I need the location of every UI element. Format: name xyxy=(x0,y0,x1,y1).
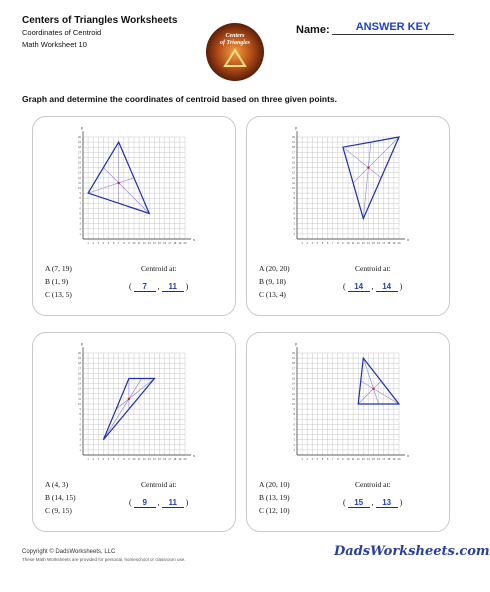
y-tick-label: 2 xyxy=(79,227,81,231)
x-tick-label: 15 xyxy=(372,458,375,461)
y-tick-label: 11 xyxy=(292,181,295,185)
problem-card xyxy=(246,116,450,316)
y-tick-label: 4 xyxy=(293,433,295,437)
x-tick-label: 3 xyxy=(97,242,100,245)
centroid-point xyxy=(118,182,120,184)
x-axis-label: x xyxy=(193,453,195,458)
x-tick-label: 1 xyxy=(301,242,303,245)
x-tick-label: 4 xyxy=(316,242,319,245)
centroid-y-answer[interactable]: 13 xyxy=(376,498,398,508)
y-tick-label: 18 xyxy=(78,362,81,366)
y-tick-label: 16 xyxy=(292,372,295,376)
x-tick-label: 7 xyxy=(331,242,334,245)
x-tick-label: 19 xyxy=(178,242,182,245)
y-tick-label: 16 xyxy=(78,156,81,160)
y-tick-label: 10 xyxy=(292,403,295,406)
y-tick-label: 5 xyxy=(79,428,81,432)
y-tick-label: 1 xyxy=(293,232,295,236)
instructions: Graph and determine the coordinates of centroid based on three given points. xyxy=(22,94,338,104)
y-tick-label: 10 xyxy=(78,403,81,406)
close-paren: ) xyxy=(399,282,403,291)
given-points xyxy=(259,478,290,517)
open-paren: ( xyxy=(343,282,346,291)
y-tick-label: 10 xyxy=(78,187,81,190)
y-tick-label: 13 xyxy=(292,387,295,391)
x-tick-label: 17 xyxy=(382,458,386,461)
centroid-y-answer[interactable]: 14 xyxy=(376,282,398,292)
y-tick-label: 6 xyxy=(293,207,295,211)
x-tick-label: 16 xyxy=(377,242,381,245)
y-tick-label: 11 xyxy=(292,397,295,401)
x-tick-label: 19 xyxy=(392,242,396,245)
comma-separator: , xyxy=(371,498,374,507)
y-tick-label: 8 xyxy=(79,197,81,201)
open-paren: ( xyxy=(343,498,346,507)
y-tick-label: 16 xyxy=(78,372,81,376)
point-label: A (7, 19) xyxy=(45,264,72,273)
point-label: A (20, 10) xyxy=(259,480,290,489)
x-tick-label: 4 xyxy=(102,458,105,461)
x-tick-label: 13 xyxy=(147,242,151,245)
x-tick-label: 11 xyxy=(137,458,141,461)
y-tick-label: 12 xyxy=(292,176,295,180)
centroid-answer xyxy=(343,282,402,292)
x-tick-label: 15 xyxy=(158,242,161,245)
x-tick-label: 18 xyxy=(387,458,391,461)
y-tick-label: 6 xyxy=(79,423,81,427)
problem-card xyxy=(246,332,450,532)
y-tick-label: 8 xyxy=(293,197,295,201)
brand-logo: DadsWorksheets.com xyxy=(334,544,490,559)
x-tick-label: 18 xyxy=(173,242,177,245)
x-tick-label: 1 xyxy=(87,458,89,461)
centroid-point xyxy=(367,166,369,168)
y-tick-label: 8 xyxy=(79,413,81,417)
x-tick-label: 5 xyxy=(321,458,324,461)
y-tick-label: 2 xyxy=(79,443,81,447)
point-label: B (14, 15) xyxy=(45,493,76,502)
logo-line2: of Triangles xyxy=(220,40,250,46)
x-tick-label: 16 xyxy=(163,458,167,461)
y-tick-label: 13 xyxy=(78,171,81,175)
y-tick-label: 15 xyxy=(78,377,81,381)
x-tick-label: 4 xyxy=(316,458,319,461)
point-label: A (4, 3) xyxy=(45,480,69,489)
x-tick-label: 14 xyxy=(152,458,156,461)
x-tick-label: 20 xyxy=(183,242,187,245)
x-tick-label: 7 xyxy=(117,458,120,461)
x-tick-label: 17 xyxy=(382,242,386,245)
x-tick-label: 19 xyxy=(392,458,396,461)
centroid-answer xyxy=(129,282,188,292)
x-tick-label: 8 xyxy=(337,458,339,461)
worksheet-number: Math Worksheet 10 xyxy=(22,40,87,49)
x-tick-label: 10 xyxy=(346,242,350,245)
y-tick-label: 14 xyxy=(292,166,295,170)
y-tick-label: 17 xyxy=(292,151,295,155)
coordinate-grid xyxy=(247,333,451,473)
x-tick-label: 4 xyxy=(102,242,105,245)
centroid-answer xyxy=(129,498,188,508)
x-tick-label: 10 xyxy=(132,242,136,245)
centroid-x-answer[interactable]: 7 xyxy=(134,282,156,292)
y-tick-label: 14 xyxy=(78,166,81,170)
open-paren: ( xyxy=(129,282,132,291)
x-tick-label: 7 xyxy=(117,242,120,245)
x-tick-label: 16 xyxy=(377,458,381,461)
x-tick-label: 6 xyxy=(326,242,329,245)
y-tick-label: 16 xyxy=(292,156,295,160)
y-tick-label: 4 xyxy=(293,217,295,221)
x-tick-label: 17 xyxy=(168,458,172,461)
x-tick-label: 2 xyxy=(306,242,308,245)
x-tick-label: 15 xyxy=(372,242,375,245)
x-tick-label: 14 xyxy=(366,458,370,461)
y-tick-label: 2 xyxy=(293,443,295,447)
centroid-point xyxy=(372,388,374,390)
x-axis-label: x xyxy=(193,237,195,242)
x-tick-label: 1 xyxy=(87,242,89,245)
x-tick-label: 7 xyxy=(331,458,334,461)
median-line xyxy=(88,178,134,193)
y-tick-label: 6 xyxy=(293,423,295,427)
x-tick-label: 20 xyxy=(183,458,187,461)
y-tick-label: 18 xyxy=(78,146,81,150)
y-tick-label: 20 xyxy=(292,136,295,139)
worksheet-subtitle: Coordinates of Centroid xyxy=(22,28,102,37)
x-tick-label: 13 xyxy=(361,458,365,461)
y-axis-label: y xyxy=(295,341,297,346)
x-tick-label: 13 xyxy=(147,458,151,461)
y-tick-label: 1 xyxy=(79,448,81,452)
copyright: Copyright © DadsWorksheets, LLC xyxy=(22,549,116,555)
comma-separator: , xyxy=(157,498,160,507)
coordinate-grid xyxy=(33,333,237,473)
y-tick-label: 9 xyxy=(293,408,295,412)
x-tick-label: 14 xyxy=(152,242,156,245)
logo xyxy=(205,22,265,82)
y-tick-label: 3 xyxy=(79,438,81,442)
y-tick-label: 4 xyxy=(79,217,81,221)
y-tick-label: 1 xyxy=(293,448,295,452)
y-tick-label: 9 xyxy=(79,192,81,196)
y-tick-label: 15 xyxy=(292,377,295,381)
coordinate-grid xyxy=(33,117,237,257)
coordinate-grid xyxy=(247,117,451,257)
centroid-label: Centroid at: xyxy=(355,264,391,273)
x-tick-label: 17 xyxy=(168,242,172,245)
footer xyxy=(22,548,186,564)
y-axis-label: y xyxy=(295,125,297,130)
point-label: A (20, 20) xyxy=(259,264,290,273)
x-tick-label: 14 xyxy=(366,242,370,245)
centroid-x-answer[interactable]: 9 xyxy=(134,498,156,508)
median-line xyxy=(363,358,378,404)
y-tick-label: 19 xyxy=(78,141,81,145)
problem-card xyxy=(32,116,236,316)
x-tick-label: 3 xyxy=(311,458,314,461)
x-tick-label: 3 xyxy=(311,242,314,245)
median-line xyxy=(361,381,399,404)
y-tick-label: 3 xyxy=(293,438,295,442)
given-points xyxy=(45,262,72,301)
y-tick-label: 5 xyxy=(79,212,81,216)
centroid-label: Centroid at: xyxy=(355,480,391,489)
y-tick-label: 4 xyxy=(79,433,81,437)
x-tick-label: 3 xyxy=(97,458,100,461)
point-label: B (1, 9) xyxy=(45,277,69,286)
y-tick-label: 18 xyxy=(292,146,295,150)
y-tick-label: 6 xyxy=(79,207,81,211)
y-tick-label: 19 xyxy=(78,357,81,361)
y-tick-label: 12 xyxy=(78,176,81,180)
y-axis-label: y xyxy=(81,125,83,130)
y-tick-label: 7 xyxy=(293,202,295,206)
y-tick-label: 9 xyxy=(293,192,295,196)
y-tick-label: 5 xyxy=(293,212,295,216)
name-label: Name: xyxy=(296,24,330,36)
x-tick-label: 8 xyxy=(123,242,125,245)
x-tick-label: 16 xyxy=(163,242,167,245)
x-tick-label: 10 xyxy=(346,458,350,461)
x-tick-label: 5 xyxy=(107,458,110,461)
x-tick-label: 2 xyxy=(92,242,94,245)
x-tick-label: 6 xyxy=(326,458,329,461)
problem-card xyxy=(32,332,236,532)
y-tick-label: 14 xyxy=(78,382,81,386)
y-tick-label: 9 xyxy=(79,408,81,412)
x-tick-label: 8 xyxy=(337,242,339,245)
x-tick-label: 18 xyxy=(173,458,177,461)
point-label: C (12, 10) xyxy=(259,506,290,515)
x-tick-label: 2 xyxy=(306,458,308,461)
x-tick-label: 12 xyxy=(142,242,146,245)
y-tick-label: 5 xyxy=(293,428,295,432)
centroid-x-answer[interactable]: 15 xyxy=(348,498,370,508)
y-tick-label: 7 xyxy=(79,418,81,422)
y-tick-label: 8 xyxy=(293,413,295,417)
close-paren: ) xyxy=(185,498,189,507)
y-tick-label: 7 xyxy=(293,418,295,422)
y-tick-label: 15 xyxy=(78,161,81,165)
y-tick-label: 12 xyxy=(292,392,295,396)
y-tick-label: 14 xyxy=(292,382,295,386)
median-line xyxy=(363,142,371,219)
x-tick-label: 1 xyxy=(301,458,303,461)
y-tick-label: 19 xyxy=(292,357,295,361)
y-tick-label: 11 xyxy=(78,181,81,185)
x-tick-label: 20 xyxy=(397,458,401,461)
point-label: B (13, 19) xyxy=(259,493,290,502)
y-tick-label: 11 xyxy=(78,397,81,401)
x-tick-label: 11 xyxy=(351,458,355,461)
x-tick-label: 12 xyxy=(356,458,360,461)
y-axis-label: y xyxy=(81,341,83,346)
centroid-y-answer[interactable]: 11 xyxy=(162,282,184,292)
y-tick-label: 3 xyxy=(293,222,295,226)
x-tick-label: 20 xyxy=(397,242,401,245)
usage-note: These Math Worksheets are provided for personal, homeschool or classroom use. xyxy=(22,557,186,562)
y-tick-label: 10 xyxy=(292,187,295,190)
point-label: B (9, 18) xyxy=(259,277,286,286)
logo-badge xyxy=(206,23,264,81)
x-tick-label: 6 xyxy=(112,458,115,461)
y-tick-label: 7 xyxy=(79,202,81,206)
x-tick-label: 5 xyxy=(107,242,110,245)
x-tick-label: 9 xyxy=(128,242,130,245)
y-tick-label: 18 xyxy=(292,362,295,366)
y-tick-label: 13 xyxy=(292,171,295,175)
x-tick-label: 2 xyxy=(92,458,94,461)
given-points xyxy=(259,262,290,301)
x-axis-label: x xyxy=(407,453,409,458)
x-tick-label: 9 xyxy=(342,242,344,245)
open-paren: ( xyxy=(129,498,132,507)
x-tick-label: 8 xyxy=(123,458,125,461)
y-tick-label: 20 xyxy=(78,136,81,139)
y-tick-label: 19 xyxy=(292,141,295,145)
x-tick-label: 19 xyxy=(178,458,182,461)
centroid-label: Centroid at: xyxy=(141,264,177,273)
centroid-label: Centroid at: xyxy=(141,480,177,489)
comma-separator: , xyxy=(157,282,160,291)
y-tick-label: 20 xyxy=(292,352,295,355)
x-tick-label: 15 xyxy=(158,458,161,461)
centroid-point xyxy=(128,398,130,400)
y-tick-label: 17 xyxy=(78,367,81,371)
y-tick-label: 2 xyxy=(293,227,295,231)
x-tick-label: 11 xyxy=(351,242,355,245)
given-points xyxy=(45,478,76,517)
comma-separator: , xyxy=(371,282,374,291)
centroid-y-answer[interactable]: 11 xyxy=(162,498,184,508)
point-label: C (13, 5) xyxy=(45,290,72,299)
y-tick-label: 3 xyxy=(79,222,81,226)
x-tick-label: 9 xyxy=(342,458,344,461)
point-label: C (9, 15) xyxy=(45,506,72,515)
x-tick-label: 11 xyxy=(137,242,141,245)
x-tick-label: 18 xyxy=(387,242,391,245)
x-tick-label: 12 xyxy=(356,242,360,245)
name-field[interactable]: ANSWER KEY xyxy=(332,21,454,35)
x-tick-label: 6 xyxy=(112,242,115,245)
x-tick-label: 10 xyxy=(132,458,136,461)
close-paren: ) xyxy=(185,282,189,291)
y-tick-label: 17 xyxy=(292,367,295,371)
centroid-answer xyxy=(343,498,402,508)
x-axis-label: x xyxy=(407,237,409,242)
y-tick-label: 20 xyxy=(78,352,81,355)
logo-line1: Centers xyxy=(225,33,245,39)
median-line xyxy=(103,168,149,214)
x-tick-label: 5 xyxy=(321,242,324,245)
y-tick-label: 17 xyxy=(78,151,81,155)
x-tick-label: 12 xyxy=(142,458,146,461)
y-tick-label: 15 xyxy=(292,161,295,165)
x-tick-label: 13 xyxy=(361,242,365,245)
worksheet-title: Centers of Triangles Worksheets xyxy=(22,15,178,26)
header xyxy=(22,14,177,51)
y-tick-label: 1 xyxy=(79,232,81,236)
y-tick-label: 13 xyxy=(78,387,81,391)
x-tick-label: 9 xyxy=(128,458,130,461)
point-label: C (13, 4) xyxy=(259,290,286,299)
y-tick-label: 12 xyxy=(78,392,81,396)
centroid-x-answer[interactable]: 14 xyxy=(348,282,370,292)
close-paren: ) xyxy=(399,498,403,507)
